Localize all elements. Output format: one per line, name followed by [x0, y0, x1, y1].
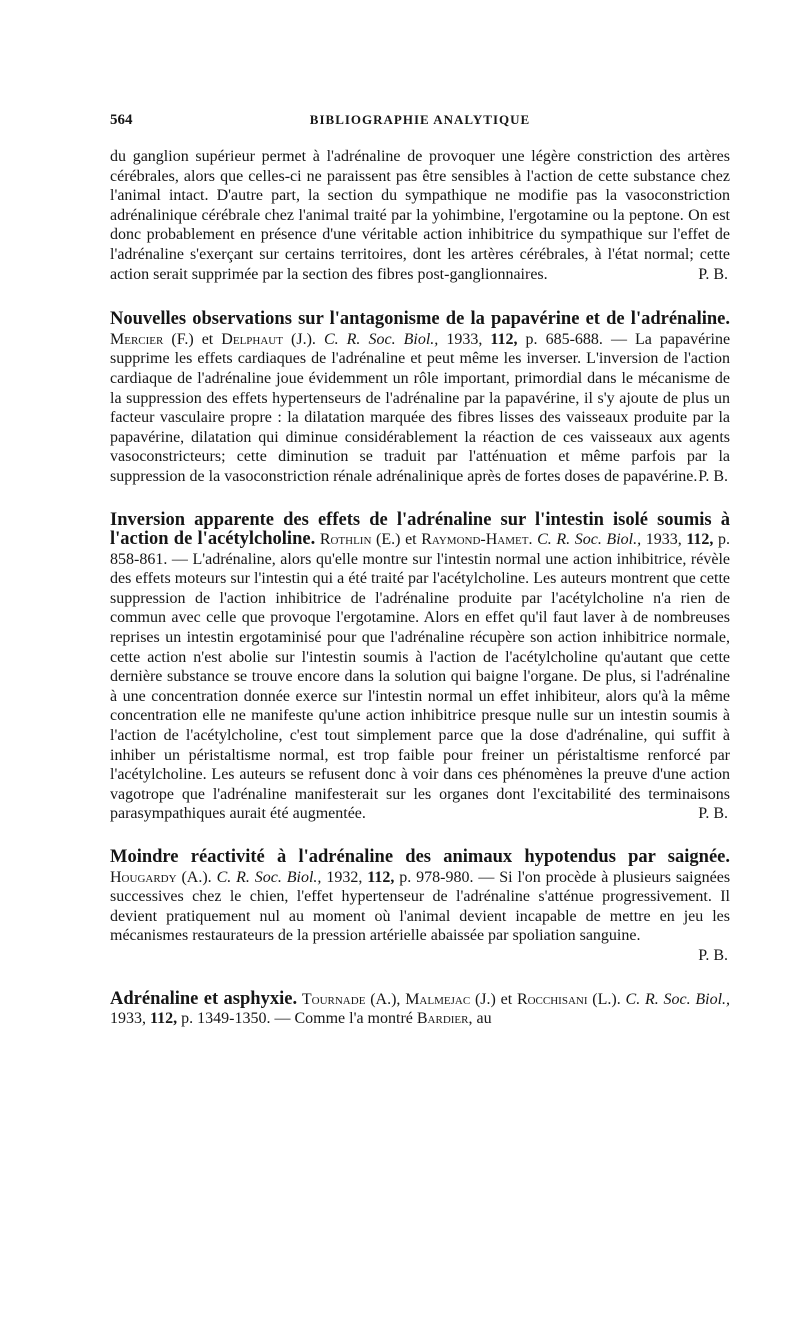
abstract-title: Nouvelles observations sur l'antagonisme de la papavérine et de l'adrénaline. — [110, 309, 730, 330]
abstract-text: La papavérine supprime les effets cardiaques de l'adrénaline et peut même les inverser. L'inversion de l'action cardiaque de l'adrénaline joue évidemment un rôle important, primordial dans le mécanisme de la suppression des effets hypertenseurs de l'adrénaline par la papavérine, il s'y ajoute de plus un facteur vasculaire propre : la dilatation marquée des fibres lisses des vaisseaux produite par la papavérine, dilatation qui diminue considérablement la réaction de ces vaisseaux aux agents vasoconstricteurs; cette diminution se traduit par l'atténuation et même parfois par la suppression de la vasoconstriction rénale adrénalinique après de fortes doses de papavérine. — [110, 330, 731, 485]
abstract-title: Adrénaline et asphyxie. — [110, 988, 298, 1009]
abstract-continued — [110, 147, 730, 284]
author-name: Rocchisani — [516, 990, 588, 1008]
journal-year: 1933, — [645, 531, 682, 549]
page-body — [110, 147, 730, 1029]
running-head: BIBLIOGRAPHIE ANALYTIQUE — [309, 112, 531, 127]
abstract-text: Comme l'a montré — [294, 1010, 413, 1028]
journal-volume: 112, — [367, 868, 395, 886]
page-header — [110, 112, 730, 134]
abstract-text: du ganglion supérieur permet à l'adrénaline de provoquer une légère constriction des artères cérébrales, alors que celles-ci ne paraissent pas être sensibles à l'action de cette substance chez l'animal intact. D'autre part, la section du sympathique ne modifie pas la vasoconstriction adrénalinique cérébrale chez l'animal traité par la yohimbine, l'ergotamine ou la peptone. On est donc probablement en présence d'une véritable action inhibitrice du sympathique sur l'effet de l'adrénaline s'exerçant sur certains territoires, dont les artères cérébrales, à l'état normal; cette action serait supprimée par la section des fibres post-ganglionnaires. — [110, 148, 730, 283]
journal-pages: p. 978-980. — — [399, 868, 495, 886]
author-initials: (L.). — [592, 990, 621, 1008]
abstract-title: Moindre réactivité à l'adrénaline des animaux hypotendus par saignée. — [110, 847, 730, 867]
author-name: Mercier — [110, 330, 164, 348]
author-name: Hougardy — [110, 868, 177, 886]
journal-name: C. R. Soc. Biol., — [537, 531, 642, 549]
abstract-entry — [110, 310, 730, 486]
abstract-text: L'adrénaline, alors qu'elle montre sur l'intestin normal une action inhibitrice, révèle des effets moteurs sur l'intestin qui a été traité par l'acétylcholine. Les auteurs montrent que cette suppression de l'action inhibitrice de l'adrénaline produite par l'acétylcholine n'a rien de commun avec celle que provoque l'ergotamine. Alors en effet qu'il faut laver à de nombreuses reprises un intestin ergotaminisé pour que l'adrénaline récupère son action inhibitrice normale, cette action n'est abolie sur l'intestin soumis à l'action de l'acétylcholine qu'autant que cette dernière substance se trouve encore dans la solution qui baigne l'organe. De plus, si l'adrénaline à une concentration donnée exerce sur l'intestin normal un effet inhibiteur, alors qu'à la même concentration elle ne manifeste qu'une action inhibitrice presque nulle sur un intestin soumis à l'action de l'acétylcholine, c'est tout simplement parce que la dose d'adrénaline, qui suffit à inhiber un péristaltisme normal, est trop faible pour freiner un péristaltisme renforcé par l'acétylcholine. Les auteurs se refusent donc à voir dans ces phénomènes la preuve d'une action vagotrope que l'adrénaline manifesterait sur les organes dont l'excitabilité des terminaisons parasympathiques aurait été augmentée. — [110, 550, 731, 823]
author-name: Raymond-Hamet. — [421, 531, 533, 549]
abstract-signature: P. B. — [698, 467, 728, 485]
journal-name: C. R. Soc. Biol., — [625, 990, 731, 1008]
abstract-entry — [110, 848, 730, 966]
abstract-entry — [110, 990, 730, 1029]
author-initials: (F.) et — [171, 330, 214, 348]
author-initials: (A.), — [370, 990, 401, 1008]
journal-name: C. R. Soc. Biol., — [323, 330, 439, 348]
author-initials: (E.) et — [376, 531, 417, 549]
journal-volume: 112, — [686, 531, 714, 549]
journal-volume: 112, — [150, 1010, 178, 1028]
page-number: 564 — [110, 112, 133, 128]
abstract-signature: P. B. — [698, 805, 728, 823]
author-initials: (A.). — [181, 868, 212, 886]
journal-volume: 112, — [490, 330, 518, 348]
journal-year: 1933, — [110, 1010, 146, 1028]
author-name: Malmejac — [405, 990, 471, 1008]
author-name: Delphaut — [221, 330, 283, 348]
author-name: Bardier, — [416, 1010, 473, 1028]
abstract-signature: P. B. — [698, 946, 728, 964]
author-initials: (J.). — [291, 330, 316, 348]
journal-pages: p. 858-861. — — [110, 531, 731, 568]
journal-pages: p. 1349-1350. — — [181, 1010, 291, 1028]
author-initials: (J.) et — [474, 990, 513, 1008]
journal-pages: p. 685-688. — — [525, 330, 627, 348]
journal-name: C. R. Soc. Biol., — [216, 868, 322, 886]
abstract-signature: P. B. — [698, 265, 728, 283]
abstract-text-end: au — [476, 1010, 492, 1028]
abstract-title: Inversion apparente des effets de l'adrénaline sur l'intestin isolé soumis à l'action de l'acétylcholine. — [110, 509, 730, 550]
journal-year: 1933, — [446, 330, 483, 348]
journal-year: 1932, — [326, 868, 363, 886]
abstract-entry — [110, 511, 730, 825]
author-name: Rothlin — [319, 531, 372, 549]
abstract-text: Si l'on procède à plusieurs saignées successives chez le chien, l'effet hypertenseur de l'adrénaline s'atténue progressivement. Il devient pratiquement nul au moment où l'animal devient incapable de mettre en jeu les mécanismes restaurateurs de la pression artérielle abaissée par spoliation sanguine. — [110, 868, 731, 945]
author-name: Tournade — [301, 990, 366, 1008]
